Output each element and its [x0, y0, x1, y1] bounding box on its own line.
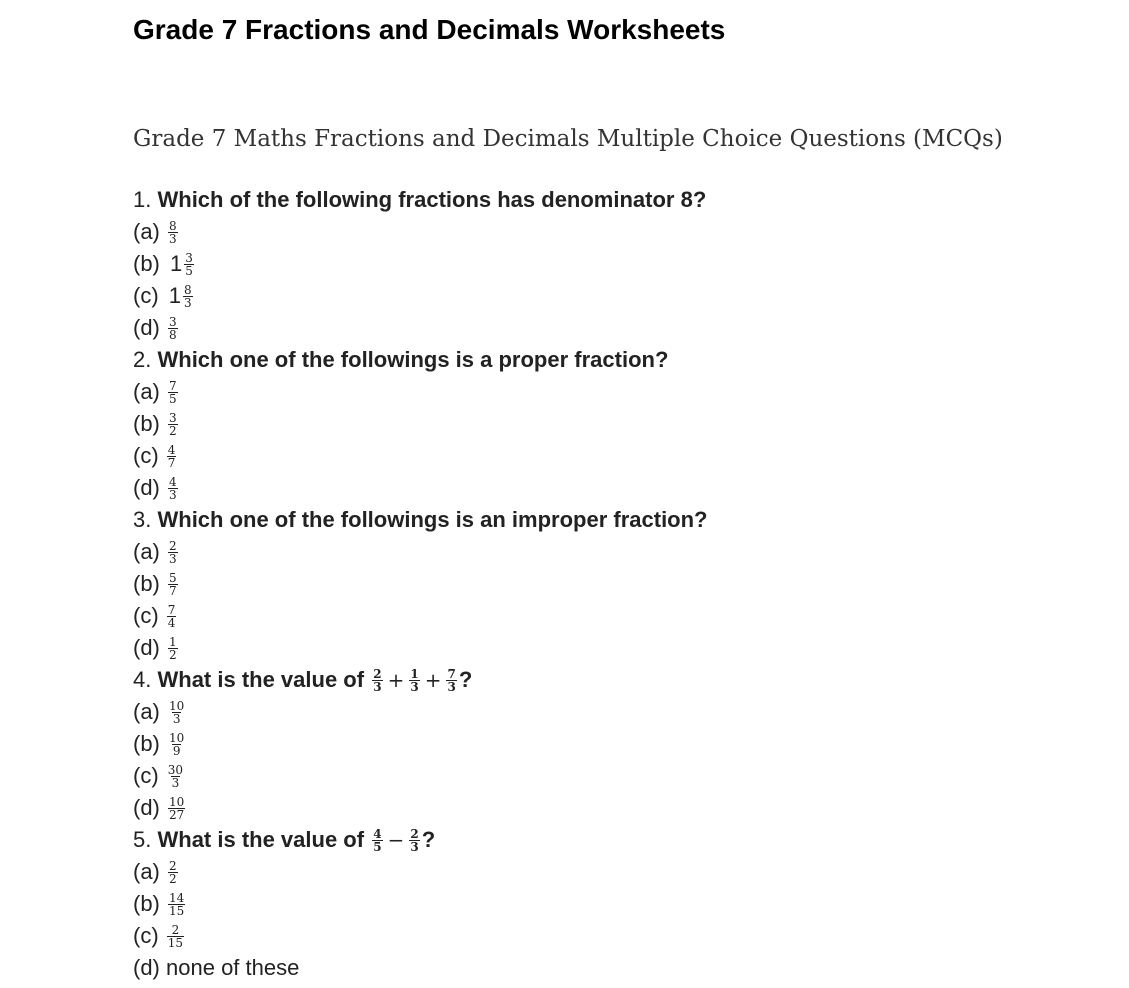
option-label: (c)	[133, 603, 159, 628]
fraction-numerator: 8	[184, 282, 192, 297]
option-fraction	[168, 860, 178, 885]
question-text	[157, 507, 707, 532]
fraction-denominator: 3	[169, 551, 177, 566]
math-operator: −	[387, 828, 405, 852]
answer-option	[133, 600, 708, 632]
fraction-denominator: 15	[167, 935, 184, 950]
fraction-numerator: 2	[169, 538, 177, 553]
fraction-numerator: 3	[169, 314, 177, 329]
option-fraction	[168, 796, 185, 821]
option-label: (d)	[133, 795, 160, 820]
fraction-numerator: 10	[169, 730, 185, 745]
answer-option	[133, 632, 708, 664]
fraction-denominator: 5	[185, 263, 193, 278]
answer-option	[133, 440, 708, 472]
expression-fraction	[372, 828, 382, 853]
option-label: (a)	[133, 859, 160, 884]
option-fraction	[183, 284, 193, 309]
option-fraction	[167, 604, 177, 629]
mixed-number-whole: 1	[170, 251, 183, 276]
fraction-numerator: 2	[410, 826, 419, 841]
fraction-denominator: 3	[169, 487, 177, 502]
fraction-denominator: 5	[373, 839, 382, 854]
option-label: (b)	[133, 251, 160, 276]
fraction-denominator: 5	[169, 391, 177, 406]
option-label: (c)	[133, 283, 159, 308]
question-text	[157, 187, 706, 212]
option-label: (b)	[133, 411, 160, 436]
fraction-numerator: 4	[167, 442, 176, 457]
answer-option	[133, 728, 708, 760]
fraction-denominator: 15	[169, 903, 185, 918]
fraction-denominator: 8	[169, 327, 177, 342]
fraction-numerator: 7	[447, 666, 456, 681]
answer-option	[133, 248, 708, 280]
expression-fraction	[409, 828, 419, 853]
option-text: none of these	[166, 955, 300, 980]
fraction-numerator: 1	[410, 666, 419, 681]
question-number: 1.	[133, 187, 152, 212]
question-text	[157, 827, 435, 852]
answer-option	[133, 952, 708, 984]
question-text	[157, 347, 668, 372]
question-2	[133, 344, 708, 376]
expression-fraction	[409, 668, 419, 693]
question-list	[133, 184, 708, 984]
option-label: (d)	[133, 955, 160, 980]
expression-fraction	[446, 668, 456, 693]
fraction-denominator: 2	[169, 647, 177, 662]
fraction-denominator: 3	[172, 711, 181, 726]
option-label: (c)	[133, 923, 159, 948]
answer-option	[133, 312, 708, 344]
option-fraction	[184, 252, 194, 277]
option-label: (c)	[133, 763, 159, 788]
option-fraction	[168, 380, 178, 405]
fraction-numerator: 4	[373, 826, 382, 841]
option-label: (d)	[133, 315, 160, 340]
answer-option	[133, 472, 708, 504]
answer-option	[133, 536, 708, 568]
option-fraction	[168, 220, 178, 245]
question-5	[133, 824, 708, 856]
answer-option	[133, 888, 708, 920]
fraction-numerator: 2	[171, 922, 180, 937]
option-fraction	[168, 476, 178, 501]
page-title: Grade 7 Fractions and Decimals Worksheets	[133, 14, 726, 45]
fraction-denominator: 3	[447, 679, 456, 694]
page-subtitle: Grade 7 Maths Fractions and Decimals Multiple Choice Questions (MCQs)	[133, 126, 1003, 152]
answer-option	[133, 760, 708, 792]
fraction-denominator: 2	[169, 871, 177, 886]
answer-option	[133, 568, 708, 600]
fraction-denominator: 4	[167, 615, 176, 630]
fraction-denominator: 9	[172, 743, 181, 758]
option-label: (a)	[133, 699, 160, 724]
fraction-denominator: 2	[169, 423, 177, 438]
option-label: (a)	[133, 379, 160, 404]
question-4	[133, 664, 708, 696]
fraction-numerator: 3	[169, 410, 177, 425]
fraction-denominator: 3	[169, 231, 177, 246]
question-text	[157, 667, 472, 692]
fraction-numerator: 14	[169, 890, 185, 905]
option-fraction	[168, 572, 178, 597]
option-label: (b)	[133, 731, 160, 756]
answer-option	[133, 920, 708, 952]
option-label: (b)	[133, 891, 160, 916]
question-number: 2.	[133, 347, 152, 372]
mixed-number-whole: 1	[168, 283, 182, 308]
answer-option	[133, 408, 708, 440]
fraction-denominator: 7	[167, 455, 176, 470]
option-label: (a)	[133, 539, 160, 564]
answer-option	[133, 856, 708, 888]
question-text-body: What is the value of	[157, 827, 365, 852]
fraction-denominator: 7	[169, 583, 177, 598]
fraction-numerator: 10	[169, 698, 185, 713]
fraction-numerator: 2	[169, 858, 177, 873]
fraction-numerator: 5	[169, 570, 177, 585]
question-text-body: Which one of the followings is an improper fraction?	[157, 507, 708, 532]
fraction-numerator: 10	[169, 794, 185, 809]
answer-option	[133, 376, 708, 408]
option-label: (c)	[133, 443, 159, 468]
fraction-denominator: 3	[171, 775, 180, 790]
fraction-numerator: 7	[167, 602, 176, 617]
fraction-numerator: 8	[169, 218, 177, 233]
answer-option	[133, 696, 708, 728]
fraction-numerator: 1	[169, 634, 177, 649]
option-label: (d)	[133, 635, 160, 660]
fraction-denominator: 3	[373, 679, 382, 694]
fraction-denominator: 27	[169, 807, 185, 822]
fraction-numerator: 7	[169, 378, 177, 393]
option-fraction	[168, 540, 178, 565]
answer-option	[133, 792, 708, 824]
math-operator: +	[424, 668, 442, 692]
option-fraction	[168, 892, 185, 917]
option-fraction	[168, 412, 178, 437]
option-label: (d)	[133, 475, 160, 500]
fraction-numerator: 2	[373, 666, 382, 681]
fraction-denominator: 3	[184, 295, 192, 310]
option-label: (b)	[133, 571, 160, 596]
question-text-body: Which of the following fractions has denominator 8?	[157, 187, 707, 212]
answer-option	[133, 280, 708, 312]
question-text-body: Which one of the followings is a proper fraction?	[157, 347, 669, 372]
question-text-body: What is the value of	[157, 667, 365, 692]
option-label: (a)	[133, 219, 160, 244]
question-3	[133, 504, 708, 536]
option-fraction	[167, 924, 184, 949]
fraction-denominator: 3	[410, 679, 419, 694]
fraction-numerator: 3	[185, 250, 193, 265]
expression-fraction	[372, 668, 382, 693]
question-number: 3.	[133, 507, 152, 532]
math-operator: +	[387, 668, 405, 692]
question-mark: ?	[421, 827, 436, 852]
question-number: 4.	[133, 667, 152, 692]
answer-option	[133, 216, 708, 248]
option-fraction	[168, 700, 185, 725]
option-fraction	[168, 732, 185, 757]
fraction-denominator: 3	[410, 839, 419, 854]
fraction-numerator: 30	[167, 762, 184, 777]
question-number: 5.	[133, 827, 152, 852]
question-1	[133, 184, 708, 216]
option-fraction	[167, 764, 184, 789]
question-mark: ?	[458, 667, 473, 692]
option-fraction	[168, 636, 178, 661]
option-fraction	[167, 444, 177, 469]
fraction-numerator: 4	[169, 474, 177, 489]
option-fraction	[168, 316, 178, 341]
